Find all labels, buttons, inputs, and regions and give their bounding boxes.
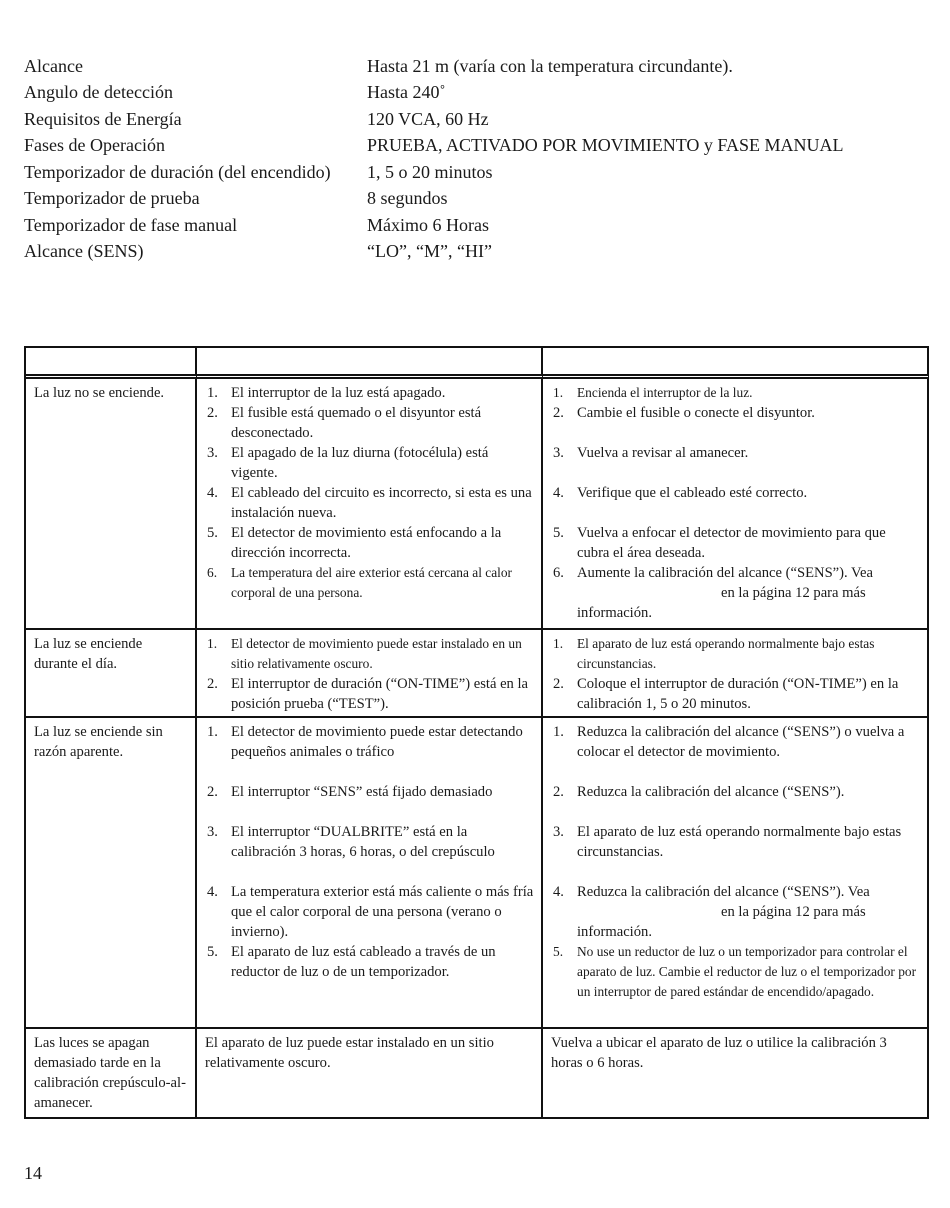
item-number: 1.: [553, 636, 564, 651]
symptom-cell: La luz no se enciende.: [26, 379, 197, 630]
actions-cell: [543, 718, 929, 1029]
item-text: Reduzca la calibración del alcance (“SENS”).: [577, 784, 845, 800]
item-number: 1.: [207, 724, 218, 740]
causes-list: [205, 634, 535, 714]
item-text: Verifique que el cableado esté correcto.: [577, 485, 808, 501]
causes-cell: [197, 718, 543, 1029]
item-number: 2.: [207, 784, 218, 800]
item-text: El interruptor de duración (“ON-TIME”) está en la posición prueba (“TEST”).: [231, 676, 529, 712]
item-text: El interruptor “DUALBRITE” está en la calibración 3 horas, 6 horas, o del crepúsculo: [231, 824, 495, 860]
spec-row: [24, 80, 924, 107]
spec-value: “LO”, “M”, “HI”: [367, 241, 492, 262]
header-cell-action: [543, 348, 929, 379]
actions-list: [551, 634, 921, 714]
list-item: [551, 822, 921, 862]
item-text: El detector de movimiento puede estar instalado en un sitio relativamente oscuro.: [231, 636, 522, 671]
spec-row: [24, 53, 924, 80]
list-item: [205, 722, 535, 762]
spec-row: [24, 159, 924, 186]
list-item: [205, 523, 535, 563]
item-number: 5.: [553, 525, 564, 541]
spec-label: Temporizador de duración (del encendido): [24, 161, 331, 182]
item-text: El cableado del circuito es incorrecto, si esta es una instalación nueva.: [231, 485, 532, 521]
list-item: [551, 483, 921, 503]
item-text: El aparato de luz está operando normalmente bajo estas circunstancias.: [577, 824, 902, 860]
spec-label: Angulo de detección: [24, 82, 173, 103]
item-text: El aparato de luz está cableado a través de un reductor de luz o de un temporizador.: [231, 944, 496, 980]
list-item: [205, 383, 535, 403]
spec-row: [24, 106, 924, 133]
item-text: El apagado de la luz diurna (fotocélula) está vigente.: [231, 445, 489, 481]
item-text: El interruptor de la luz está apagado.: [231, 385, 446, 401]
item-number: 4.: [553, 884, 564, 900]
actions-cell: [543, 379, 929, 630]
item-text-part: en la página 12 para más información.: [577, 904, 866, 940]
spec-value: PRUEBA, ACTIVADO POR MOVIMIENTO y FASE MANUAL: [367, 135, 844, 156]
list-item: [551, 443, 921, 463]
list-item: [205, 443, 535, 483]
list-item: [205, 483, 535, 523]
spec-label: Temporizador de fase manual: [24, 214, 238, 235]
list-item: [205, 634, 535, 674]
actions-list: [551, 383, 921, 623]
table-row: [26, 1029, 929, 1119]
symptom-cell: La luz se enciende sin razón aparente.: [26, 718, 197, 1029]
table-row: [26, 718, 929, 1029]
item-text: Vuelva a revisar al amanecer.: [577, 445, 749, 461]
item-text: El detector de movimiento está enfocando a la dirección incorrecta.: [231, 525, 502, 561]
spec-label: Alcance: [24, 55, 83, 76]
causes-list: [205, 383, 535, 603]
item-number: 3.: [207, 445, 218, 461]
spec-row: [24, 133, 924, 160]
list-item: [205, 782, 535, 802]
spec-value: 120 VCA, 60 Hz: [367, 108, 489, 129]
item-number: 2.: [553, 676, 564, 692]
list-item: [551, 523, 921, 563]
item-number: 3.: [553, 824, 564, 840]
table-row: [26, 630, 929, 718]
item-number: 6.: [207, 565, 218, 580]
causes-cell: [197, 379, 543, 630]
item-number: 4.: [207, 485, 218, 501]
item-number: 5.: [207, 944, 218, 960]
item-text: Reduzca la calibración del alcance (“SENS”) o vuelva a colocar el detector de movimiento.: [577, 724, 905, 760]
table-row: [26, 379, 929, 630]
actions-cell: Vuelva a ubicar el aparato de luz o utilice la calibración 3 horas o 6 horas.: [543, 1029, 929, 1119]
actions-cell: [543, 630, 929, 718]
item-number: 4.: [207, 884, 218, 900]
item-number: 1.: [553, 385, 564, 400]
causes-list: [205, 722, 535, 982]
header-cell-symptom: [26, 348, 197, 379]
list-item: [551, 942, 921, 1002]
troubleshooting-table: [24, 346, 929, 1119]
spec-value: 8 segundos: [367, 188, 448, 209]
spec-value: Máximo 6 Horas: [367, 214, 489, 235]
item-text: Coloque el interruptor de duración (“ON-TIME”) en la calibración 1, 5 o 20 minutos.: [577, 676, 899, 712]
specifications-list: [24, 53, 924, 265]
spec-value: Hasta 21 m (varía con la temperatura circundante).: [367, 55, 733, 76]
list-item: [551, 674, 921, 714]
list-item: [551, 722, 921, 762]
list-item: [551, 882, 921, 942]
table-header-row: [26, 348, 929, 379]
item-number: 5.: [553, 944, 564, 959]
item-number: 6.: [553, 565, 564, 581]
causes-cell: El aparato de luz puede estar instalado en un sitio relativamente oscuro.: [197, 1029, 543, 1119]
item-text-part: en la página 12 para más información.: [577, 585, 866, 621]
item-number: 3.: [553, 445, 564, 461]
item-number: 2.: [553, 784, 564, 800]
item-text: El aparato de luz está operando normalmente bajo estas circunstancias.: [577, 636, 875, 671]
list-item: [205, 674, 535, 714]
spec-label: Requisitos de Energía: [24, 108, 182, 129]
item-text: El fusible está quemado o el disyuntor está desconectado.: [231, 405, 482, 441]
symptom-cell: Las luces se apagan demasiado tarde en la calibración crepúsculo-al-amanecer.: [26, 1029, 197, 1119]
item-number: 1.: [207, 636, 218, 651]
item-number: 3.: [207, 824, 218, 840]
list-item: [551, 782, 921, 802]
item-text: La temperatura del aire exterior está cercana al calor corporal de una persona.: [231, 565, 513, 600]
item-text: El interruptor “SENS” está fijado demasiado: [231, 784, 493, 800]
item-text: [577, 882, 921, 942]
symptom-cell: La luz se enciende durante el día.: [26, 630, 197, 718]
item-text: La temperatura exterior está más caliente o más fría que el calor corporal de una persona (verano o invierno).: [231, 884, 534, 940]
spec-row: [24, 186, 924, 213]
item-text: No use un reductor de luz o un temporizador para controlar el aparato de luz. Cambie el reductor de luz o el temporizador por un interruptor de pared estándar de encendido/apagado.: [577, 944, 917, 999]
item-number: 1.: [207, 385, 218, 401]
item-number: 5.: [207, 525, 218, 541]
item-text: Cambie el fusible o conecte el disyuntor.: [577, 405, 815, 421]
item-text: Encienda el interruptor de la luz.: [577, 385, 753, 400]
list-item: [551, 634, 921, 674]
item-text: Vuelva a enfocar el detector de movimiento para que cubra el área deseada.: [577, 525, 886, 561]
list-item: [551, 403, 921, 423]
item-number: 2.: [553, 405, 564, 421]
spec-label: Fases de Operación: [24, 135, 165, 156]
actions-list: [551, 722, 921, 1002]
item-number: 4.: [553, 485, 564, 501]
header-cell-cause: [197, 348, 543, 379]
item-number: 2.: [207, 405, 218, 421]
list-item: [205, 822, 535, 862]
spec-row: [24, 239, 924, 266]
page-number: 14: [24, 1163, 42, 1183]
item-text-part: Aumente la calibración del alcance (“SENS”). Vea: [577, 565, 873, 581]
item-number: 1.: [553, 724, 564, 740]
item-text: [577, 563, 921, 623]
list-item: [551, 383, 921, 403]
spec-label: Alcance (SENS): [24, 241, 144, 262]
item-text: El detector de movimiento puede estar detectando pequeños animales o tráfico: [231, 724, 523, 760]
spec-row: [24, 212, 924, 239]
list-item: [205, 563, 535, 603]
spec-value: 1, 5 o 20 minutos: [367, 161, 493, 182]
item-text-part: Reduzca la calibración del alcance (“SENS”). Vea: [577, 884, 870, 900]
list-item: [205, 403, 535, 443]
list-item: [205, 942, 535, 982]
spec-value: Hasta 240˚: [367, 82, 446, 103]
list-item: [551, 563, 921, 623]
item-number: 2.: [207, 676, 218, 692]
causes-cell: [197, 630, 543, 718]
spec-label: Temporizador de prueba: [24, 188, 200, 209]
list-item: [205, 882, 535, 942]
